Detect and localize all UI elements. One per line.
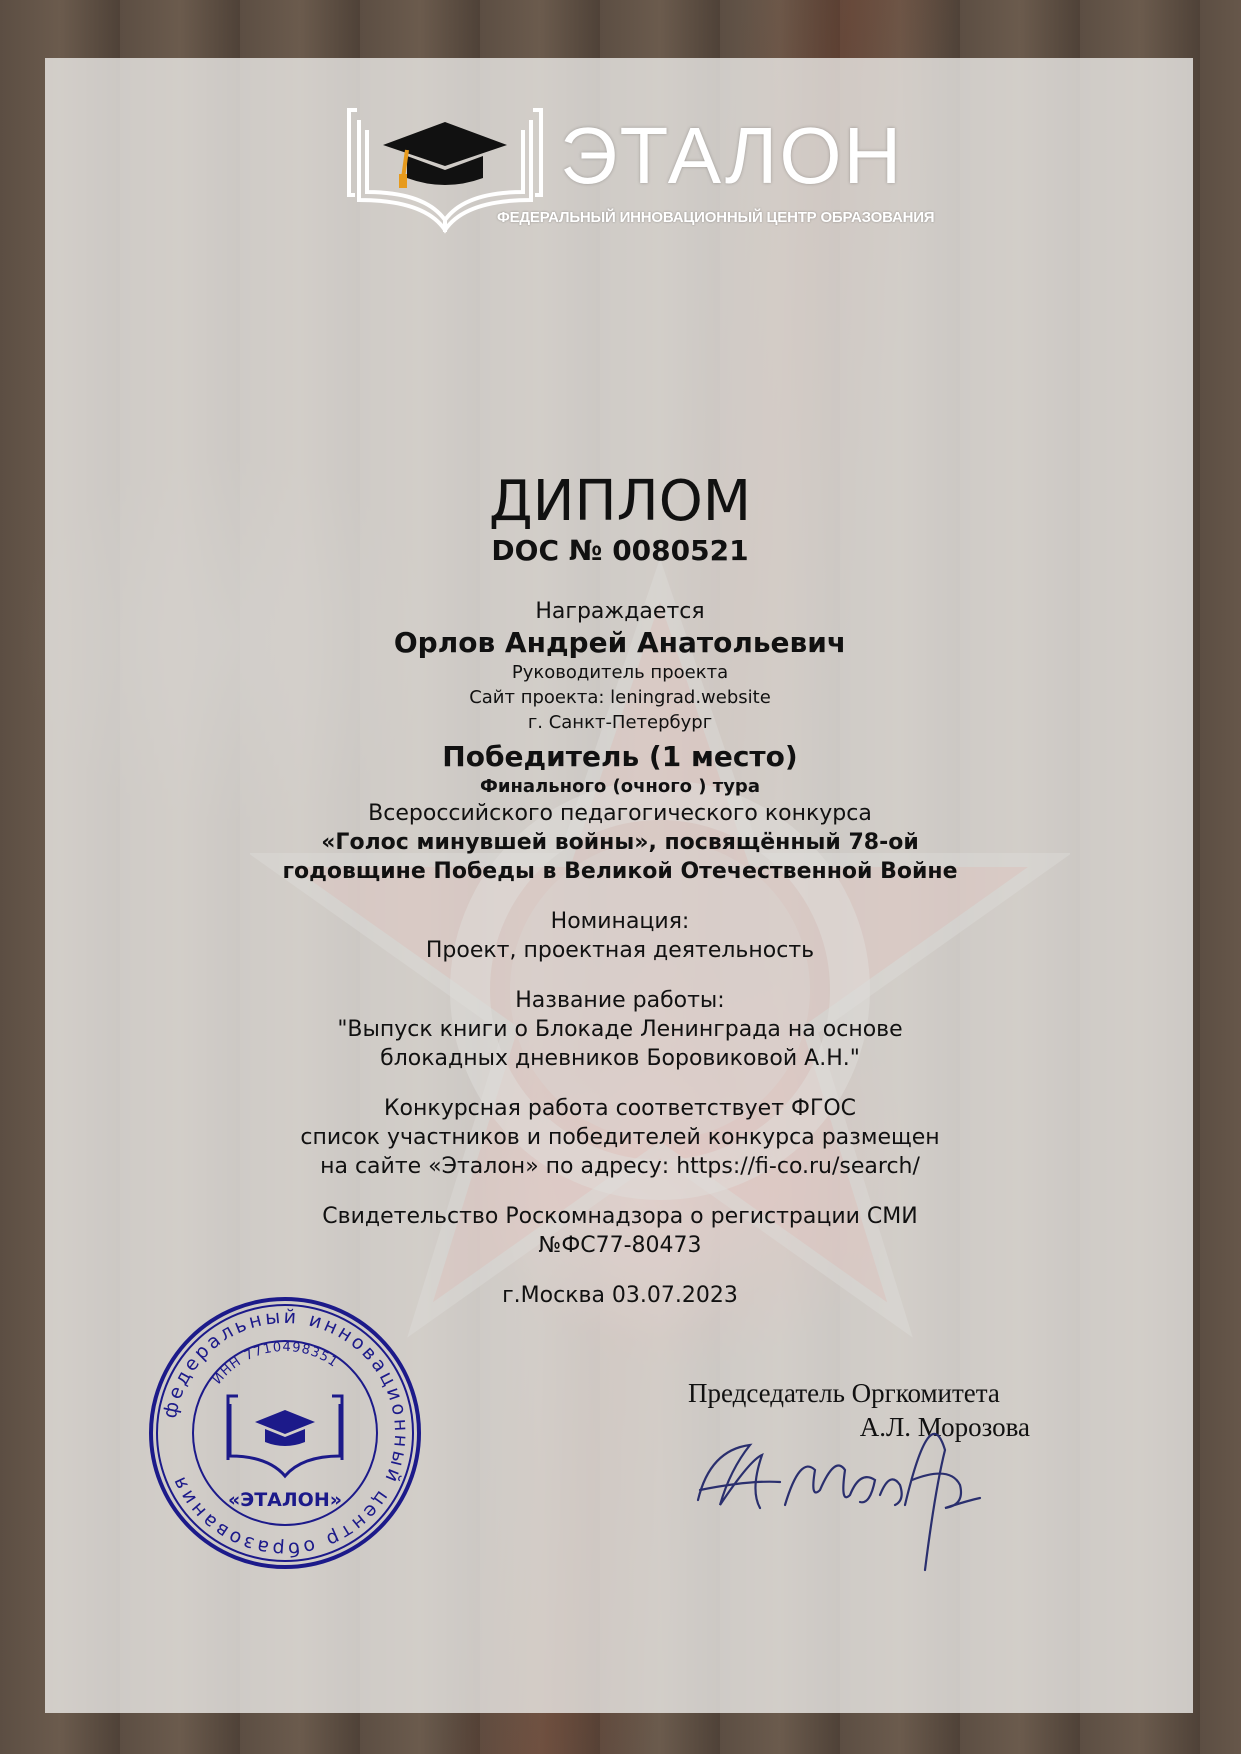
- signatory-name: А.Л. Морозова: [859, 1412, 1030, 1442]
- logo-subtitle: ФЕДЕРАЛЬНЫЙ ИННОВАЦИОННЫЙ ЦЕНТР ОБРАЗОВАНИЯ: [497, 209, 935, 226]
- awarded-label: Награждается: [535, 599, 705, 624]
- participants-list-url: на сайте «Эталон» по адресу: https://fi-co.ru/search/: [320, 1154, 920, 1179]
- work-title-label: Название работы:: [515, 988, 725, 1013]
- nomination-value: Проект, проектная деятельность: [425, 938, 815, 963]
- handwritten-signature: [690, 1410, 990, 1580]
- diploma-content: [220, 470, 1020, 1310]
- organization-seal: [148, 1296, 422, 1570]
- place-and-date: г.Москва 03.07.2023: [502, 1283, 738, 1308]
- recipient-city: г. Санкт-Петербург: [527, 712, 713, 733]
- doc-number: DOC № 0080521: [491, 534, 749, 567]
- svg-text:ИНН 7710498351: ИНН 7710498351: [210, 1339, 341, 1388]
- contest-name: «Голос минувшей войны», посвящённый 78-ой годовщине Победы в Великой Отечественной Войне: [282, 830, 958, 884]
- diploma-title: ДИПЛОМ: [488, 469, 752, 534]
- graduation-cap-icon: [383, 122, 507, 188]
- svg-text:федеральный инновационный цент: федеральный инновационный центр образования: [158, 1305, 413, 1561]
- svg-text:«ЭТАЛОН»: «ЭТАЛОН»: [228, 1489, 342, 1511]
- recipient-name: Орлов Андрей Анатольевич: [393, 626, 847, 659]
- recipient-role: Руководитель проекта: [511, 662, 729, 683]
- signatory-position: Председатель Оргкомитета: [688, 1378, 1000, 1408]
- work-title: "Выпуск книги о Блокаде Ленинграда на основе блокадных дневников Боровиковой А.Н.": [337, 1017, 903, 1071]
- fgos-statement: Конкурсная работа соответствует ФГОС: [383, 1096, 857, 1121]
- logo-wordmark: ЭТАЛОН: [560, 111, 904, 200]
- media-registration-number: №ФС77-80473: [538, 1233, 702, 1258]
- project-site: Сайт проекта: leningrad.website: [469, 687, 771, 708]
- participants-list-note: список участников и победителей конкурса размещен: [300, 1125, 940, 1150]
- media-registration: Свидетельство Роскомнадзора о регистрации СМИ: [322, 1204, 918, 1229]
- contest-type: Всероссийского педагогического конкурса: [368, 801, 872, 826]
- award-place: Победитель (1 место): [442, 740, 798, 773]
- contest-stage: Финального (очного ) тура: [480, 776, 760, 797]
- nomination-label: Номинация:: [550, 909, 690, 934]
